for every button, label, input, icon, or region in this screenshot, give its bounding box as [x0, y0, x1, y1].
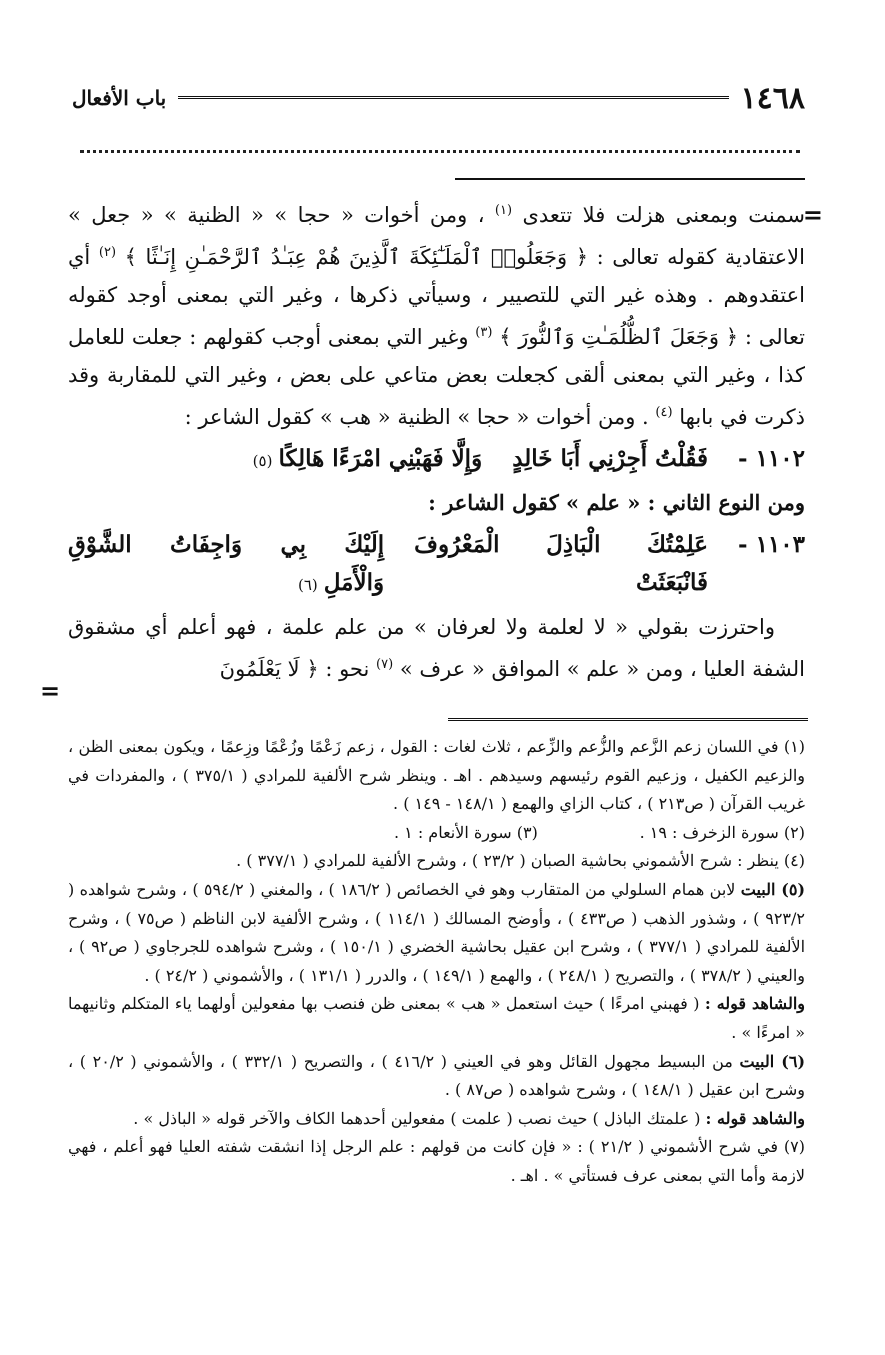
page-number: ١٤٦٨: [740, 80, 805, 116]
footnote-1: (١) في اللسان زعم الزَّعم والزُّعم والزِّعم ، ثلاث لغات : القول ، زعم زَعْمًا وزُعْمًا وزِعمًا ، ويكون بمعنى الظن ، والزعيم الكفيل ، وزعيم القوم رئيسهم وسيدهم . اهـ . وينظر شرح الألفية للمرادي ( ٣٧٥/١ ) ، والمفردات في غريب القرآن ( ص٢١٣ ) ، كتاب الزاي والهمع ( ١٤٨/١ - ١٤٩ ) .: [68, 737, 806, 814]
main-text: [68, 192, 805, 688]
verse-second-hemistich: وَإِلَّا فَهَبْنِي امْرَءًا هَالِكًا(٥): [252, 445, 483, 472]
footnotes: [68, 733, 805, 1191]
footnote-4: (٤) ينظر : شرح الأشموني بحاشية الصبان ( ٢٣/٢ ) ، وشرح الألفية للمرادي ( ٣٧٧/١ ) .: [236, 851, 805, 871]
verse-first-hemistich: عَلِمْتُكَ الْبَاذِلَ الْمَعْرُوفَ فَانْبَعَثَتْ: [414, 531, 709, 596]
continuation-marker-bottom: =: [40, 676, 61, 705]
dotted-separator: [80, 150, 800, 153]
header-rule: [178, 96, 728, 101]
footnote-ref-1: (١): [494, 203, 513, 218]
footnote-ref-2: (٢): [98, 245, 117, 260]
footnote-ref-4: (٤): [655, 405, 673, 420]
footnote-2: (٢) سورة الزخرف : ١٩ .: [639, 822, 805, 842]
footnote-5: (٥) البيت لابن همام السلولي من المتقارب وهو في الخصائص ( ١٨٦/٢ ) ، والمغني ( ٥٩٤/٢ ) ، وشرح شواهده ( ٩٢٣/٢ ) ، وشذور الذهب ( ص٤٣٣ ) ، وأوضح المسالك ( ١١٤/١ ) ، وشرح الألفية لابن الناظم ( ص٧٥ ) ، وشرح الألفية للمرادي ( ٣٧٧/١ ) ، وشرح ابن عقيل بحاشية الخضري ( ١٥٠/١ ) ، وشرح شواهده للجرجاوي ( ص٩٢ ) ، والعيني ( ٣٧٨/٢ ) ، والتصريح ( ٢٤٨/١ ) ، والهمع ( ١٤٩/١ ) ، والدرر ( ١٣١/١ ) ، والأشموني ( ٢٤/٢ ) .: [68, 879, 806, 985]
verse-1102: [68, 440, 805, 480]
footnotes-rule: [448, 718, 808, 721]
footnote-ref-6: (٦): [297, 576, 318, 594]
footnote-6: (٦) البيت من البسيط مجهول القائل وهو في العيني ( ٤١٦/٢ ) ، والتصريح ( ٣٣٢/١ ) ، والأشموني ( ٢٠/٢ ) ، وشرح ابن عقيل ( ١٤٨/١ ) ، وشرح شواهده ( ص٨٧ ) .: [68, 1051, 806, 1100]
footnote-ref-7: (٧): [376, 657, 394, 672]
paragraph-2: واحترزت بقولي « لا لعلمة ولا لعرفان » من علم علمة ، فهو أعلم أي مشقوق الشفة العليا ، ومن « علم » الموافق « عرف » $^{(٧)}$ نحو : ﴿ لَا يَعْلَمُونَ: [68, 615, 805, 681]
footnote-3: (٣) سورة الأنعام : ١ .: [393, 822, 538, 842]
footnote-6-witness: والشاهد قوله : ( علمتك الباذل ) حيث نصب ( علمت ) مفعولين أحدهما الكاف والآخر قوله « الباذل » .: [133, 1108, 805, 1128]
top-short-rule: [455, 178, 805, 180]
verse-1103: [68, 526, 805, 604]
verse-first-hemistich: فَقُلْتُ أَجِرْنِي أَبَا خَالِدٍ: [512, 445, 709, 472]
footnote-7: (٧) في شرح الأشموني ( ٢١/٢ ) : « فإن كانت من قولهم : علم الرجل إذا انشقت شفته العليا فهو أعلم ، فهي لازمة وأما التي بمعنى عرف فستأتي » . اهـ .: [68, 1137, 806, 1185]
section-subheading: ومن النوع الثاني : « علم » كقول الشاعر :: [428, 490, 805, 515]
footnote-2-3: [68, 819, 805, 848]
paragraph-1: سمنت وبمعنى هزلت فلا تتعدى $^{(١)}$ ، ومن أخوات « حجا » « الظنية » « جعل » الاعتقادية كقوله تعالى : ﴿ وَجَعَلُوا۟ ٱلْمَلَـٰٓئِكَةَ ٱلَّذِينَ هُمْ عِبَـٰدُ ٱلرَّحْمَـٰنِ إِنَـٰثًا ﴾ $^{(٢)}$ أي اعتقدوهم . وهذه غير التي للتصيير ، وسيأتي ذكرها ، وغير التي بمعنى أوجد كقوله تعالى : ﴿ وَجَعَلَ ٱلظُّلُمَـٰتِ وَٱلنُّورَ ﴾ $^{(٣)}$ وغير التي بمعنى أوجب كقولهم : جعلت للعامل كذا ، وغير التي بمعنى ألقى كجعلت بعض متاعي على بعض ، وغير التي للمقاربة وقد ذكرت في بابها $^{(٤)}$ . ومن أخوات « حجا » الظنية « هب » كقول الشاعر :: [68, 203, 805, 429]
continuation-marker-top: =: [802, 200, 823, 229]
verse-number: ١١٠٣ -: [738, 531, 805, 558]
chapter-title: باب الأفعال: [72, 86, 167, 110]
footnote-ref-3: (٣): [475, 325, 493, 340]
page-header: [72, 80, 805, 116]
verse-number: ١١٠٢ -: [738, 445, 805, 472]
footnote-ref-5: (٥): [252, 452, 273, 470]
verse-second-hemistich: إِلَيْكَ بِي وَاجِفَاتُ الشَّوْقِ وَالْأَمَلِ(٦): [68, 531, 385, 596]
footnote-5-witness: والشاهد قوله : ( فهبني امرءًا ) حيث استعمل « هب » بمعنى ظن فنصب بها مفعولين أولهما ياء المتكلم وثانيهما « امرءًا » .: [68, 994, 806, 1042]
